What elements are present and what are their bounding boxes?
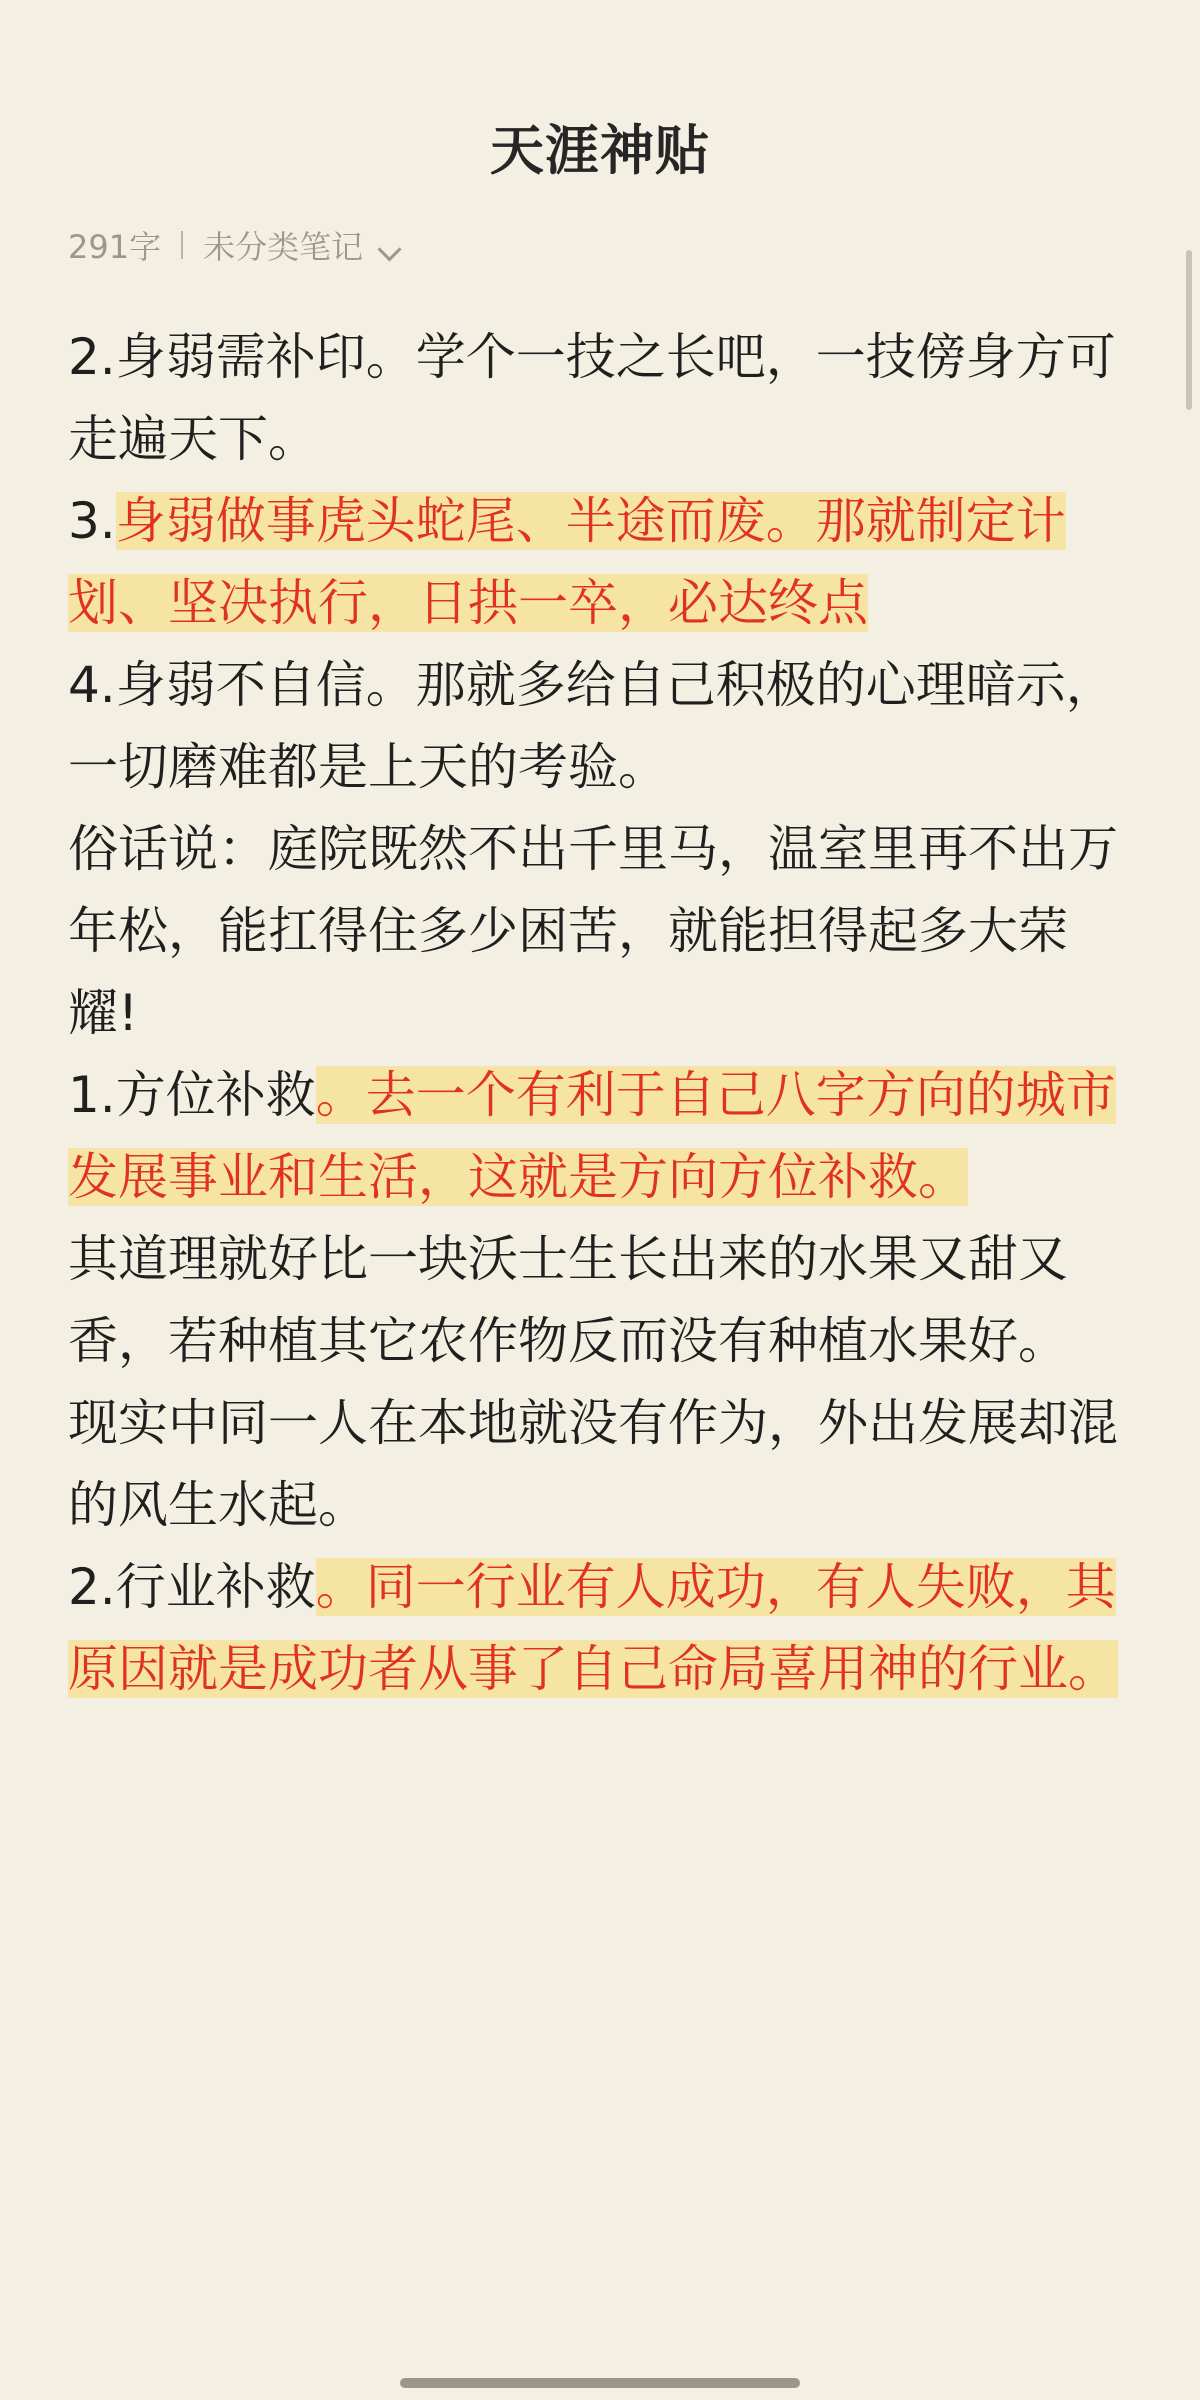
paragraph: 俗话说：庭院既然不出千里马，温室里再不出万年松，能扛得住多少困苦，就能担得起多大荣耀! <box>68 820 1118 1042</box>
paragraph: 3.身弱做事虎头蛇尾、半途而废。那就制定计划、坚决执行，日拱一卒，必达终点 <box>68 492 1066 632</box>
home-indicator[interactable] <box>400 2378 800 2388</box>
paragraph: 其道理就好比一块沃士生长出来的水果又甜又香，若种植其它农作物反而没有种植水果好。 <box>68 1230 1068 1370</box>
highlighted-text: 身弱做事虎头蛇尾、半途而废。那就制定计划、坚决执行，日拱一卒，必达终点 <box>68 492 1066 632</box>
note-title[interactable]: 天涯神贴 <box>490 119 710 182</box>
paragraph: 2.身弱需补印。学个一技之长吧，一技傍身方可走遍天下。 <box>68 328 1116 468</box>
chevron-down-icon <box>378 237 402 261</box>
paragraph: 4.身弱不自信。那就多给自己积极的心理暗示，一切磨难都是上天的考验。 <box>68 656 1116 796</box>
note-body[interactable] <box>68 316 1138 1710</box>
paragraph: 现实中同一人在本地就没有作为，外出发展却混的风生水起。 <box>68 1394 1118 1534</box>
paragraph: 2.行业补救。同一行业有人成功，有人失败，其原因就是成功者从事了自己命局喜用神的行业。 <box>68 1558 1118 1698</box>
highlighted-text: 。同一行业有人成功，有人失败，其原因就是成功者从事了自己命局喜用神的行业。 <box>68 1558 1118 1698</box>
word-count: 291字 <box>68 228 162 266</box>
note-meta <box>68 222 398 268</box>
meta-divider <box>181 231 183 259</box>
paragraph: 1.方位补救。去一个有利于自己八字方向的城市发展事业和生活，这就是方向方位补救。 <box>68 1066 1116 1206</box>
category-label: 未分类笔记 <box>203 228 364 266</box>
highlighted-text: 。去一个有利于自己八字方向的城市发展事业和生活，这就是方向方位补救。 <box>68 1066 1116 1206</box>
category-selector[interactable] <box>203 222 398 268</box>
scrollbar[interactable] <box>1186 250 1192 410</box>
